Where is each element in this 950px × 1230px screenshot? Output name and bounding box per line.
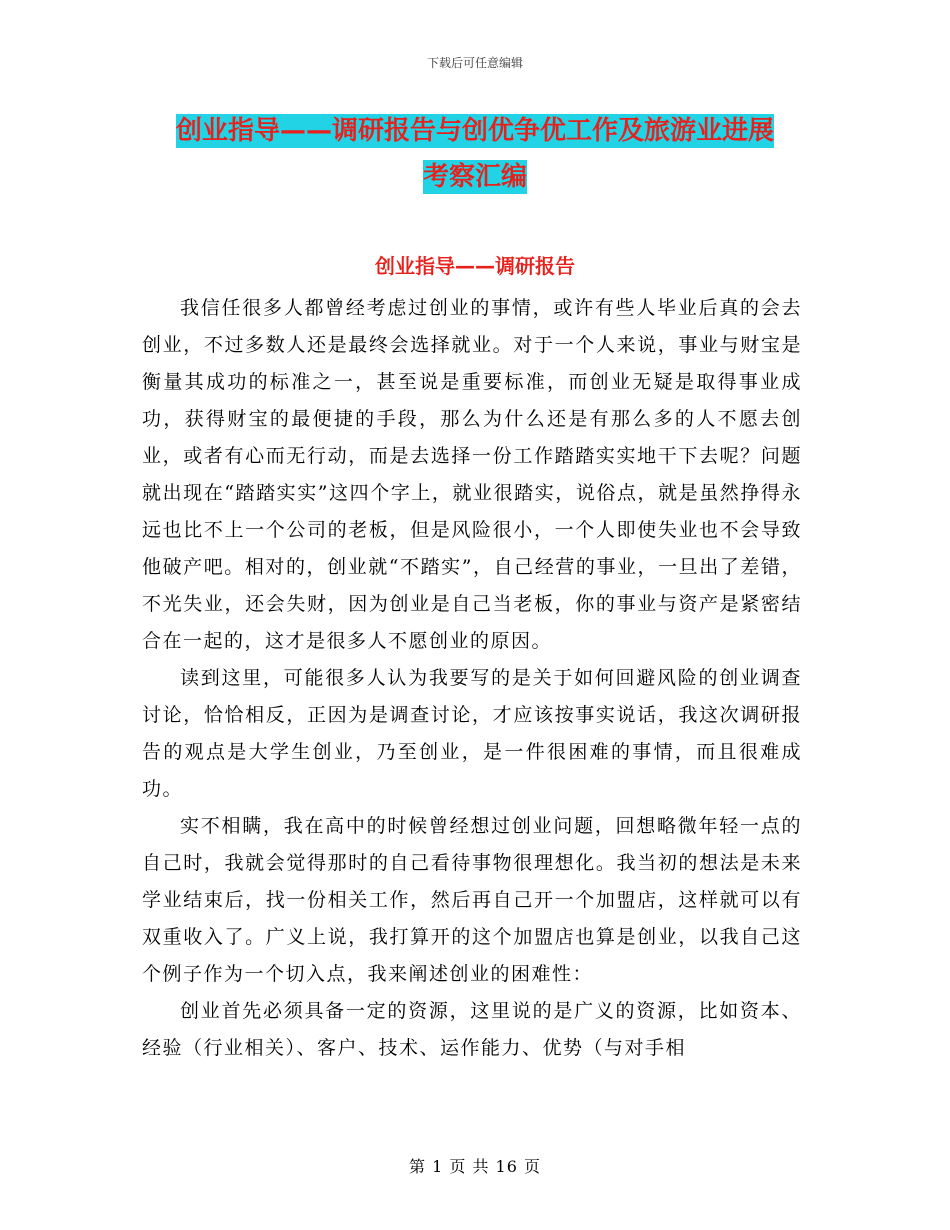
paragraph: 我信任很多人都曾经考虑过创业的事情，或许有些人毕业后真的会去创业，不过多数人还是最终会选择就业。对于一个人来说，事业与财宝是衡量其成功的标准之一，甚至说是重要标准，而创业无疑是取得事业成功，获得财宝的最便捷的手段，那么为什么还是有那么多的人不愿去创业，或者有心而无行动，而是去选择一份工作踏踏实实地干下去呢？问题就出现在“踏踏实实”这四个字上，就业很踏实，说俗点，就是虽然挣得永远也比不上一个公司的老板，但是风险很小，一个人即使失业也不会导致他破产吧。相对的，创业就“不踏实”，自己经营的事业，一旦出了差错，不光失业，还会失财，因为创业是自己当老板，你的事业与资产是紧密结合在一起的，这才是很多人不愿创业的原因。 [142, 297, 802, 652]
paragraph: 读到这里，可能很多人认为我要写的是关于如何回避风险的创业调查讨论，恰恰相反，正因为是调查讨论，才应该按事实说话，我这次调研报告的观点是大学生创业，乃至创业，是一件很困难的事情，而且很难成功。 [142, 667, 802, 800]
section-title: 创业指导——调研报告 [375, 254, 575, 278]
document-title-line-1: 创业指导——调研报告与创优争优工作及旅游业进展 [175, 116, 774, 146]
paragraph: 创业首先必须具备一定的资源，这里说的是广义的资源，比如资本、经验（行业相关）、客户、技术、运作能力、优势（与对手相 [142, 1000, 802, 1059]
document-title-line-2: 考察汇编 [422, 162, 527, 192]
page-footer: 第 1 页 共 16 页 [409, 1157, 541, 1176]
document-body [142, 290, 802, 1067]
paragraph: 实不相瞒，我在高中的时候曾经想过创业问题，回想略微年轻一点的自己时，我就会觉得那时的自己看待事物很理想化。我当初的想法是未来学业结束后，找一份相关工作，然后再自己开一个加盟店，这样就可以有双重收入了。广义上说，我打算开的这个加盟店也算是创业，以我自己这个例子作为一个切入点，我来阐述创业的困难性： [142, 815, 802, 985]
page-header-note: 下载后可任意编辑 [426, 56, 523, 70]
document-title [0, 108, 950, 200]
